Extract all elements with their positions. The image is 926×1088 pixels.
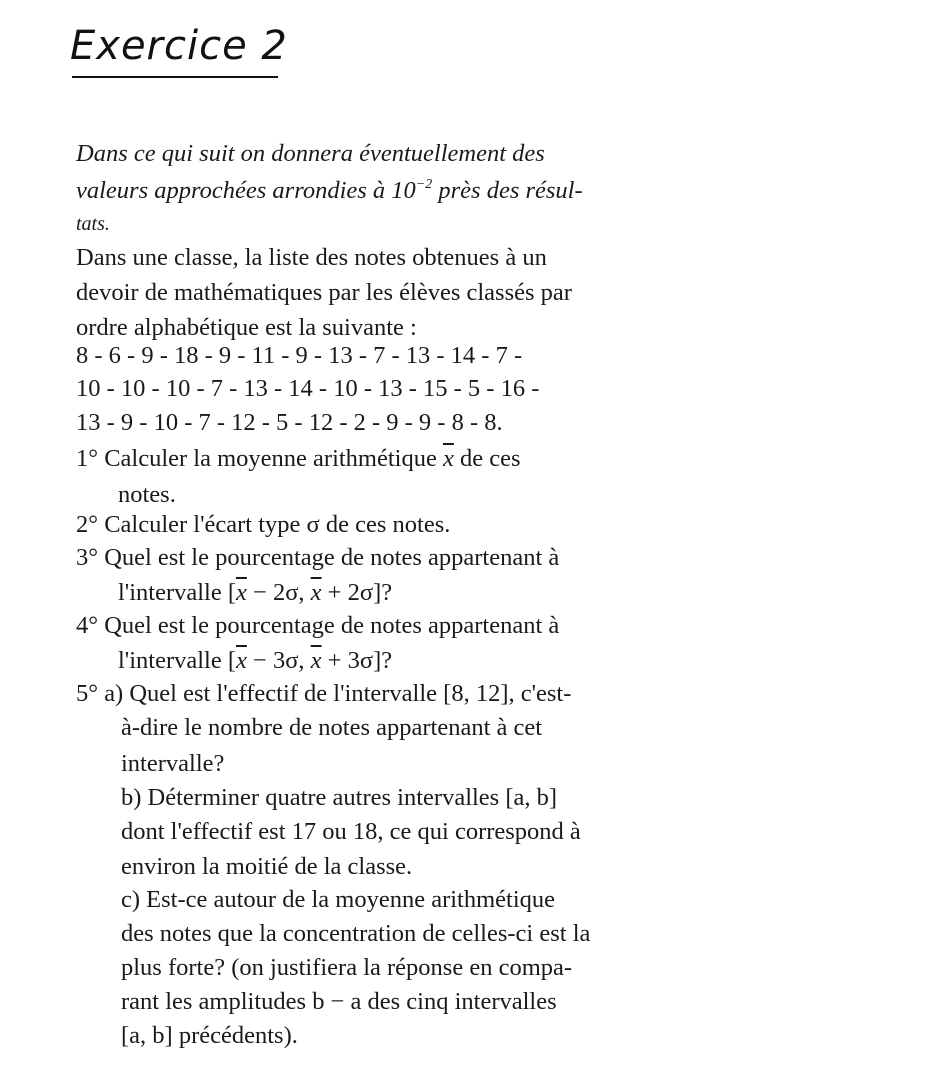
intro-line-3: tats. bbox=[76, 213, 110, 235]
question-5b-line-1: b) Déterminer quatre autres intervalles [a, b] bbox=[121, 784, 558, 811]
statement-line-3: ordre alphabétique est la suivante : bbox=[76, 314, 417, 341]
interval-text: − 2σ, bbox=[246, 579, 311, 606]
question-5a-line-3: intervalle? bbox=[121, 750, 225, 777]
mean-symbol: $\overline{x}$ bbox=[310, 647, 322, 674]
interval-text: + 3σ]? bbox=[321, 647, 393, 674]
question-3-interval bbox=[118, 581, 392, 606]
question-4-interval bbox=[118, 649, 392, 674]
mean-symbol: $\overline{x}$ bbox=[236, 579, 247, 606]
question-number: 4° bbox=[76, 612, 99, 639]
question-text: de ces bbox=[453, 445, 521, 472]
question-text: Calculer la moyenne arithmétique bbox=[104, 445, 443, 472]
question-text: Calculer l'écart type σ de ces notes. bbox=[104, 511, 451, 538]
notes-line-3: 13 - 9 - 10 - 7 - 12 - 5 - 12 - 2 - 9 - 9 - 8 - 8. bbox=[76, 409, 503, 436]
question-number: 1° bbox=[76, 445, 99, 472]
question-1 bbox=[76, 447, 521, 472]
question-5b-line-2: dont l'effectif est 17 ou 18, ce qui correspond à bbox=[121, 818, 581, 845]
question-5c-line-2: des notes que la concentration de celles-ci est la bbox=[121, 920, 591, 947]
interval-text: l'intervalle [ bbox=[118, 647, 237, 674]
question-3 bbox=[76, 546, 559, 571]
question-text: a) Quel est l'effectif de l'intervalle [8, 12], c'est- bbox=[104, 680, 572, 707]
question-number: 5° bbox=[76, 680, 99, 707]
interval-text: l'intervalle [ bbox=[118, 579, 237, 606]
question-number: 3° bbox=[76, 544, 99, 571]
mean-symbol: $\overline{x}$ bbox=[310, 579, 322, 606]
statement-line-2: devoir de mathématiques par les élèves classés par bbox=[76, 279, 572, 306]
question-2 bbox=[76, 513, 450, 538]
question-5c-line-4: rant les amplitudes b − a des cinq intervalles bbox=[121, 988, 557, 1015]
statement-line-1: Dans une classe, la liste des notes obtenues à un bbox=[76, 244, 547, 271]
question-5a bbox=[76, 682, 571, 707]
intro-line-2 bbox=[76, 178, 583, 204]
notes-line-1: 8 - 6 - 9 - 18 - 9 - 11 - 9 - 13 - 7 - 13 - 14 - 7 - bbox=[76, 342, 523, 369]
exercise-title: Exercice 2 bbox=[70, 23, 288, 69]
question-text: Quel est le pourcentage de notes appartenant à bbox=[104, 544, 560, 571]
title-underline bbox=[72, 76, 278, 78]
question-5c-line-1: c) Est-ce autour de la moyenne arithmétique bbox=[121, 886, 556, 913]
intro-text: valeurs approchées arrondies à 10 bbox=[76, 177, 416, 204]
question-number: 2° bbox=[76, 511, 99, 538]
mean-symbol: $\overline{x}$ bbox=[236, 647, 247, 674]
question-4 bbox=[76, 614, 559, 639]
exponent: −2 bbox=[415, 177, 433, 192]
question-5b-line-3: environ la moitié de la classe. bbox=[121, 853, 413, 880]
question-1-continued: notes. bbox=[118, 481, 176, 508]
interval-text: + 2σ]? bbox=[321, 579, 393, 606]
intro-line-1: Dans ce qui suit on donnera éventuellement des bbox=[76, 140, 545, 167]
question-text: Quel est le pourcentage de notes appartenant à bbox=[104, 612, 560, 639]
question-5c-line-5: [a, b] précédents). bbox=[121, 1022, 298, 1049]
question-5c-line-3: plus forte? (on justifiera la réponse en compa- bbox=[121, 954, 573, 981]
intro-text-end: près des résul- bbox=[432, 177, 583, 204]
question-5a-line-2: à-dire le nombre de notes appartenant à cet bbox=[121, 714, 543, 741]
interval-text: − 3σ, bbox=[246, 647, 311, 674]
notes-line-2: 10 - 10 - 10 - 7 - 13 - 14 - 10 - 13 - 15 - 5 - 16 - bbox=[76, 375, 540, 402]
mean-symbol: $\overline{x}$ bbox=[442, 445, 454, 472]
